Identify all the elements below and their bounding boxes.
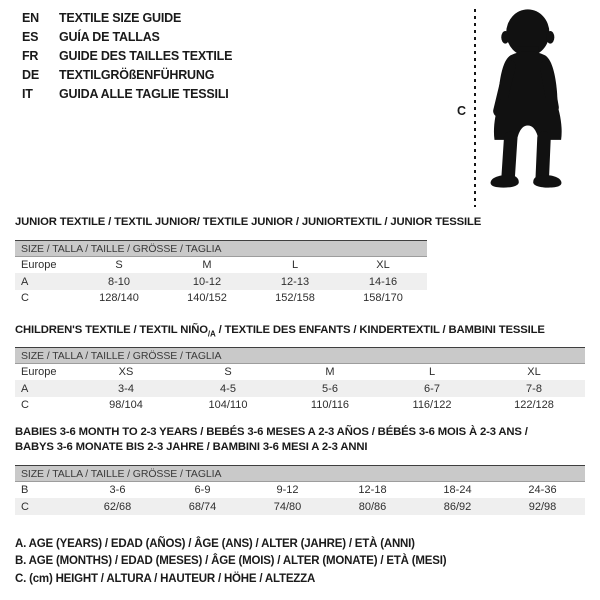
- table-row-height: [15, 498, 585, 514]
- age-cell: 14-16: [368, 275, 398, 288]
- language-code: DE: [22, 68, 39, 83]
- language-code: IT: [22, 87, 33, 102]
- age-cell: 6-7: [424, 382, 440, 395]
- babies-title-line1: BABIES 3-6 MONTH TO 2-3 YEARS / BEBÉS 3-6 MESES A 2-3 AÑOS / BÉBÉS 3-6 MOIS À 2-3 ANS /: [15, 426, 528, 438]
- language-row: [22, 66, 232, 85]
- size-cell: M: [325, 366, 335, 379]
- children-size-table: [15, 347, 585, 413]
- height-cell: 68/74: [188, 500, 217, 513]
- age-cell: 9-12: [276, 484, 299, 497]
- row-label: Europe: [21, 259, 57, 272]
- babies-table-title: [15, 425, 528, 455]
- size-header-band: SIZE / TALLA / TAILLE / GRÖSSE / TAGLIA: [15, 347, 585, 364]
- size-header-band: SIZE / TALLA / TAILLE / GRÖSSE / TAGLIA: [15, 465, 585, 482]
- size-cell: XL: [376, 259, 390, 272]
- size-header-band: SIZE / TALLA / TAILLE / GRÖSSE / TAGLIA: [15, 240, 427, 257]
- children-title-prefix: CHILDREN'S TEXTILE / TEXTIL NIÑO: [15, 324, 208, 336]
- table-row-europe: [15, 364, 585, 380]
- language-row: [22, 27, 232, 46]
- language-title: GUÍA DE TALLAS: [59, 29, 160, 44]
- language-code: EN: [22, 10, 39, 25]
- size-cell: S: [115, 259, 123, 272]
- children-title-subscript: /A: [207, 329, 216, 339]
- table-row-height: [15, 397, 585, 413]
- language-row: [22, 85, 232, 104]
- language-title: GUIDE DES TAILLES TEXTILE: [59, 48, 233, 63]
- height-cell: 104/110: [208, 398, 248, 411]
- row-label: B: [21, 484, 29, 497]
- row-label: C: [21, 398, 29, 411]
- height-cell: 152/158: [275, 291, 315, 304]
- language-title: TEXTILE SIZE GUIDE: [59, 10, 182, 25]
- table-row-age-months: [15, 482, 585, 498]
- size-cell: L: [291, 259, 299, 272]
- language-row: [22, 46, 232, 65]
- language-row: [22, 8, 232, 27]
- height-measure-line: [474, 9, 476, 207]
- age-cell: 5-6: [322, 382, 338, 395]
- row-label: A: [21, 275, 29, 288]
- age-cell: 10-12: [192, 275, 222, 288]
- table-row-europe: [15, 257, 427, 273]
- age-cell: 4-5: [220, 382, 236, 395]
- row-label: Europe: [21, 366, 57, 379]
- age-cell: 8-10: [107, 275, 131, 288]
- height-cell: 98/104: [109, 398, 143, 411]
- language-code: FR: [22, 48, 39, 63]
- children-table-title: [15, 324, 545, 338]
- age-cell: 12-18: [358, 484, 387, 497]
- footnote-a: A. AGE (YEARS) / EDAD (AÑOS) / ÂGE (ANS) / ALTER (JAHRE) / ETÀ (ANNI): [15, 538, 415, 550]
- age-cell: 3-6: [109, 484, 126, 497]
- row-label: C: [21, 500, 29, 513]
- children-title-suffix: / TEXTILE DES ENFANTS / KINDERTEXTIL / BAMBINI TESSILE: [215, 324, 545, 336]
- language-code: ES: [22, 29, 39, 44]
- babies-title-line2: BABYS 3-6 MONATE BIS 2-3 JAHRE / BAMBINI 3-6 MESI A 2-3 ANNI: [15, 440, 368, 453]
- height-cell: 122/128: [514, 398, 554, 411]
- babies-size-table: [15, 465, 585, 515]
- height-cell: 92/98: [528, 500, 557, 513]
- size-cell: S: [224, 366, 232, 379]
- junior-table-title: JUNIOR TEXTILE / TEXTIL JUNIOR/ TEXTILE JUNIOR / JUNIORTEXTIL / JUNIOR TESSILE: [15, 216, 482, 228]
- height-measure-label: C: [457, 104, 467, 118]
- row-label: C: [21, 291, 29, 304]
- footnotes: [15, 536, 446, 588]
- age-cell: 6-9: [194, 484, 211, 497]
- age-cell: 3-4: [118, 382, 134, 395]
- table-row-age: [15, 380, 585, 396]
- age-cell: 7-8: [526, 382, 542, 395]
- language-title: GUIDA ALLE TAGLIE TESSILI: [59, 87, 229, 102]
- height-cell: 62/68: [103, 500, 132, 513]
- footnote-b: B. AGE (MONTHS) / EDAD (MESES) / ÂGE (MOIS) / ALTER (MONATE) / ETÀ (MESI): [15, 555, 447, 568]
- baby-silhouette-icon: [481, 7, 571, 208]
- language-list: [22, 8, 232, 104]
- height-cell: 86/92: [443, 500, 472, 513]
- junior-size-table: [15, 240, 427, 306]
- height-cell: 140/152: [187, 291, 227, 304]
- table-row-height: [15, 290, 427, 306]
- age-cell: 18-24: [443, 484, 472, 497]
- height-cell: 74/80: [273, 500, 302, 513]
- size-cell: XL: [527, 366, 541, 379]
- height-cell: 80/86: [358, 500, 387, 513]
- height-cell: 110/116: [310, 398, 350, 411]
- age-cell: 24-36: [528, 484, 557, 497]
- age-cell: 12-13: [280, 275, 310, 288]
- table-row-age: [15, 273, 427, 289]
- footnote-c: C. (cm) HEIGHT / ALTURA / HAUTEUR / HÖHE / ALTEZZA: [15, 572, 316, 585]
- language-title: TEXTILGRÖßENFÜHRUNG: [59, 68, 215, 83]
- height-cell: 116/122: [412, 398, 452, 411]
- height-cell: 158/170: [363, 291, 403, 304]
- size-cell: L: [428, 366, 436, 379]
- size-cell: M: [202, 259, 212, 272]
- size-cell: XS: [118, 366, 134, 379]
- height-cell: 128/140: [99, 291, 139, 304]
- row-label: A: [21, 382, 29, 395]
